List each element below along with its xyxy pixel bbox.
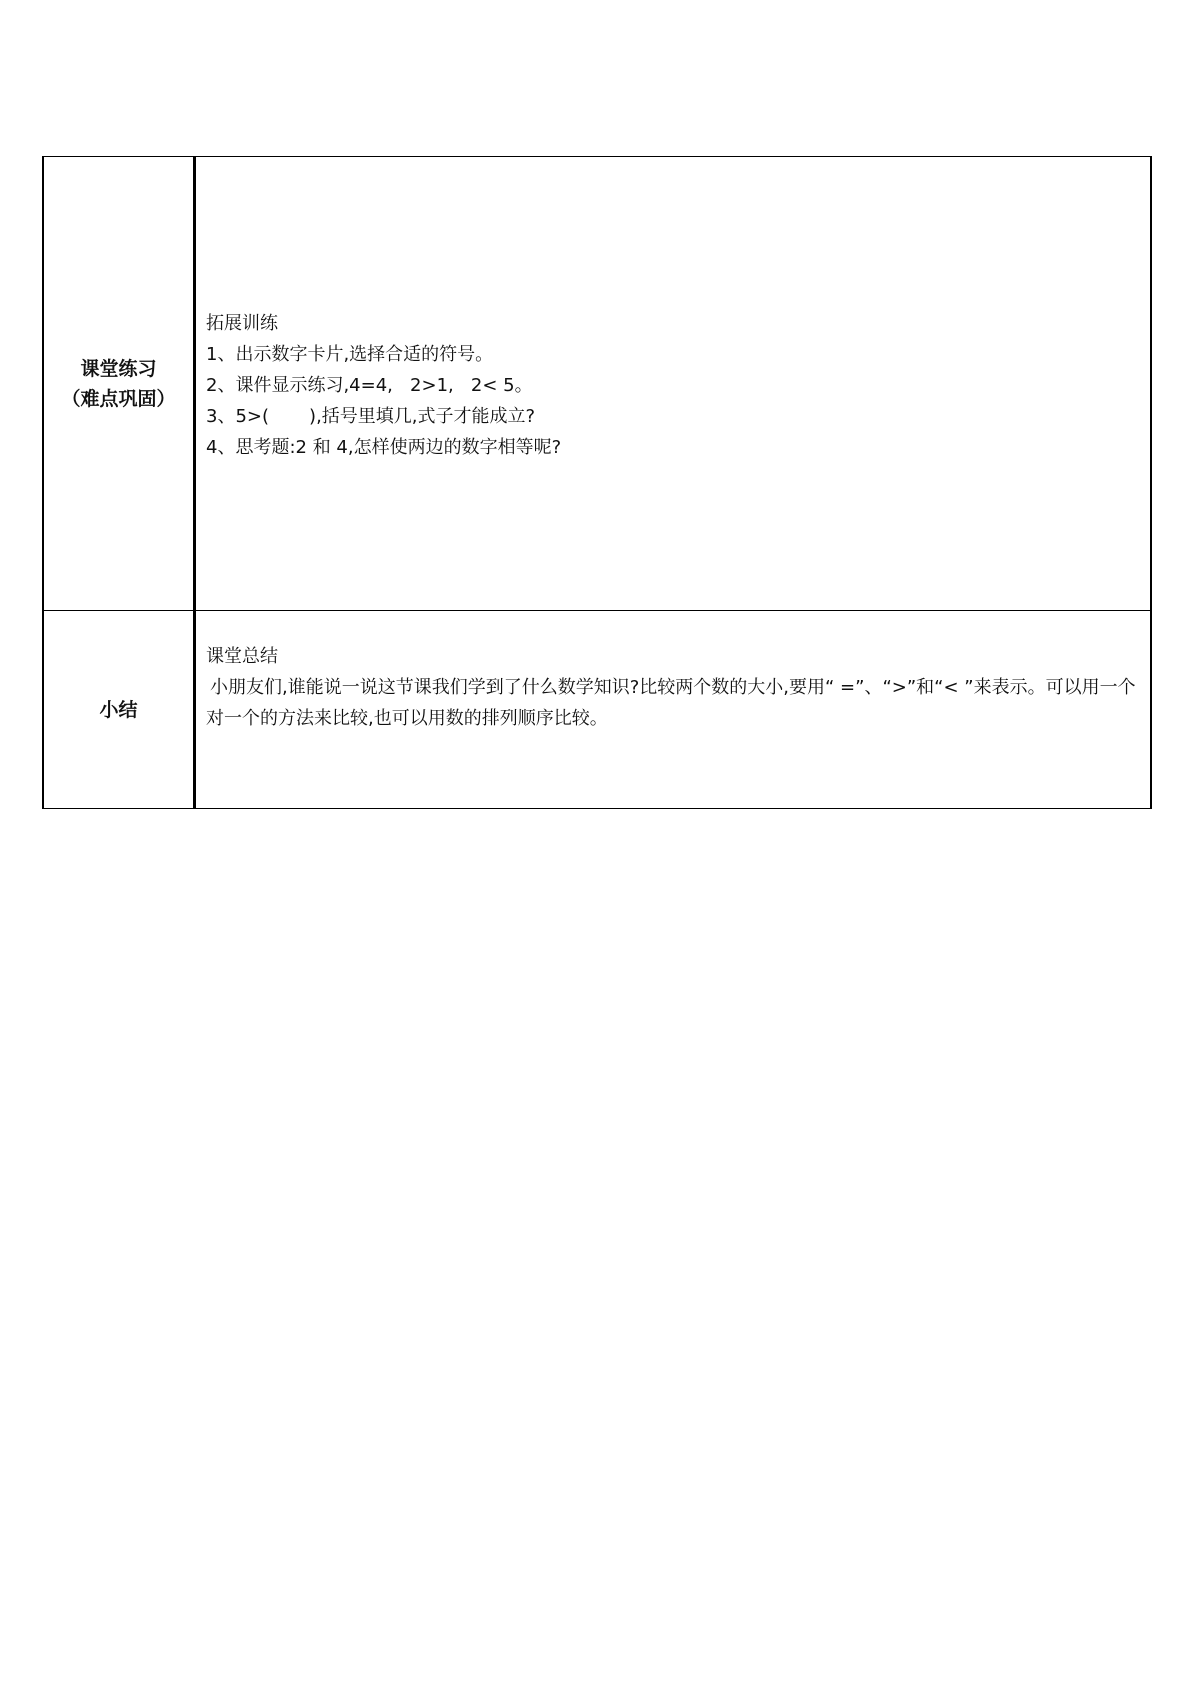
summary-paragraph: 小朋友们,谁能说一说这节课我们学到了什么数学知识?比较两个数的大小,要用“ =”、“>”和“< ”来表示。可以用一个对一个的方法来比较,也可以用数的排列顺序比较。 [206, 677, 1136, 729]
practice-item-1: 1、出示数字卡片,选择合适的符号。 [206, 344, 494, 365]
row-label-practice-line2: （难点巩固） [61, 387, 176, 410]
table-row-practice [43, 157, 1151, 611]
practice-heading: 拓展训练 [206, 313, 278, 334]
row-label-practice [43, 157, 195, 611]
lesson-plan-table [42, 156, 1152, 809]
summary-heading: 课堂总结 [206, 646, 278, 667]
row-content-practice [195, 157, 1152, 611]
row-label-summary: 小结 [43, 611, 195, 809]
row-label-practice-line1: 课堂练习 [80, 357, 157, 380]
practice-item-3: 3、5>( ),括号里填几,式子才能成立? [206, 406, 536, 427]
row-content-summary [195, 611, 1152, 809]
table-row-summary [43, 611, 1151, 809]
practice-item-2: 2、课件显示练习,4=4, 2>1, 2< 5。 [206, 375, 533, 396]
practice-item-4: 4、思考题:2 和 4,怎样使两边的数字相等呢? [206, 437, 562, 458]
